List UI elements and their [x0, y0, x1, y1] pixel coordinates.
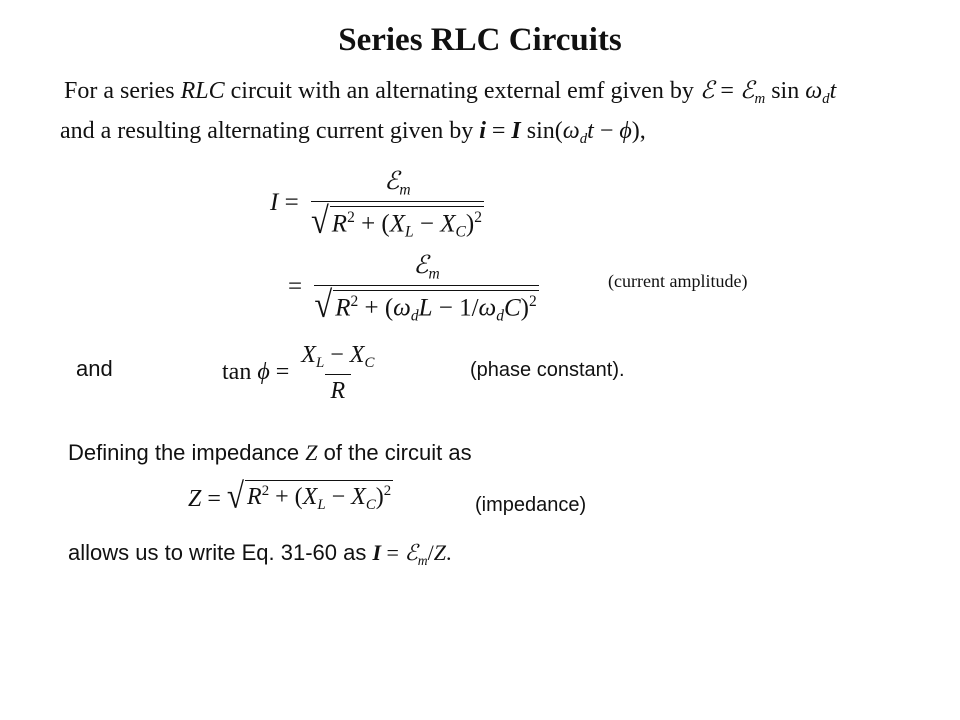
definition-text-after: of the circuit as — [317, 440, 472, 465]
allows-line — [68, 540, 452, 569]
emf-equation — [699, 76, 837, 108]
equals-sign: = — [485, 118, 512, 144]
eq1-denominator: √ $R^2 + (X_L - X_C)^2$ — [310, 201, 482, 243]
sin-function: sin — [765, 78, 806, 104]
slide-title: Series RLC Circuits — [338, 22, 622, 58]
impedance-label: (impedance) — [475, 494, 587, 516]
closing-paren: ), — [631, 118, 646, 144]
omega-symbol: ω — [562, 118, 580, 144]
phase-equation: tan ϕ = $\frac{X_L - X_C}{R}$ — [222, 342, 380, 405]
current-symbol: I — [372, 540, 382, 565]
period: . — [446, 540, 452, 565]
impedance-sqrt: √ $R^2 + (X_L - X_C)^2$ — [226, 475, 392, 516]
current-I-symbol: I — [511, 118, 521, 144]
intro-text-after: circuit with an alternating external emf given by — [224, 78, 700, 104]
minus-sign: − — [593, 118, 620, 144]
slash: / — [427, 540, 434, 565]
intro-line-1 — [64, 76, 836, 108]
current-amplitude-label: (current amplitude) — [608, 271, 748, 291]
impedance-symbol: Z — [305, 440, 318, 465]
emf-amplitude-subscript: m — [754, 91, 766, 108]
eq2-numerator: ℰ$_m$ — [413, 250, 440, 283]
rlc-text: RLC — [180, 78, 225, 104]
equals-sign: = — [714, 78, 740, 104]
impedance-equation: Z = √ $R^2 + (X_L - X_C)^2$ — [188, 475, 392, 516]
impedance-symbol: Z — [433, 540, 447, 565]
emf-symbol: ℰ — [699, 76, 715, 104]
ohm-equation — [372, 540, 452, 568]
phase-fraction — [295, 342, 380, 405]
phase-numerator: $X_L - X_C$ — [301, 342, 375, 372]
phi-symbol: ϕ — [619, 118, 632, 144]
eq1-fraction — [305, 166, 490, 242]
intro-line-2 — [60, 118, 646, 148]
current-amplitude-equation-1: I = ℰ$_m$ √ $R^2 + (X_L - X_C)^2$ — [270, 166, 490, 242]
emf-amplitude-symbol: ℰ — [739, 76, 755, 104]
eq2-fraction — [308, 250, 544, 326]
emf-amplitude-symbol: ℰ — [404, 541, 418, 566]
allows-text-before: allows us to write Eq. 31-60 as — [68, 540, 373, 565]
eq2-denominator: √ $R^2 + (\omega_dL - 1/\omega_dC)^2$ — [314, 285, 537, 327]
time-symbol: t — [587, 118, 594, 144]
current-equation — [479, 118, 646, 148]
emf-amplitude-subscript: m — [417, 552, 428, 568]
and-label: and — [76, 356, 113, 381]
current-amplitude-equation-2: = ℰ$_m$ √ $R^2 + (\omega_dL - 1/\omega_dC)^2$ — [288, 250, 545, 326]
phase-denominator: R — [325, 374, 352, 405]
phase-constant-label: (phase constant). — [470, 359, 625, 381]
definition-line — [68, 440, 472, 466]
sin-function: sin( — [520, 118, 563, 144]
eq1-lhs: I — [270, 188, 279, 216]
eq1-numerator: ℰ$_m$ — [384, 166, 411, 199]
omega-symbol: ω — [805, 78, 823, 104]
time-symbol: t — [829, 78, 837, 104]
definition-text-before: Defining the impedance — [68, 440, 306, 465]
omega-subscript: d — [579, 131, 588, 148]
omega-subscript: d — [822, 91, 830, 108]
current-i-symbol: i — [479, 118, 486, 144]
intro-line-2-text: and a resulting alternating current given by — [60, 118, 480, 144]
intro-text-before: For a series — [64, 78, 181, 104]
equals-sign: = — [381, 540, 405, 565]
